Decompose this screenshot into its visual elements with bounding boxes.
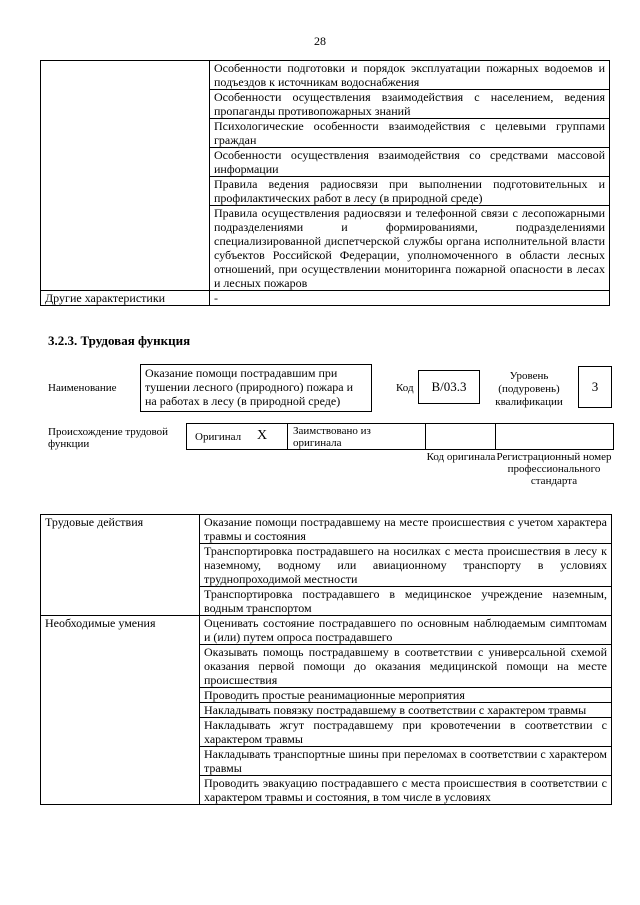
- function-details-table: [40, 514, 612, 805]
- other-characteristics-value: -: [210, 291, 610, 306]
- function-code: B/03.3: [418, 370, 480, 404]
- code-label: Код: [396, 382, 414, 394]
- borrowed-label: Заимствовано из оригинала: [293, 425, 371, 449]
- knowledge-item: Правила осуществления радиосвязи и телефонной связи с лесопожарными подразделениями и формированиями, подразделениями специализированной диспетчерской службы органа исполнительной власти субъектов Российской Федерации, уполномоченного в области лесных отношений, при осуществлении мониторинга пожарной опасности в лесах и лесных пожаров: [210, 206, 610, 291]
- skill-item: Оказывать помощь пострадавшему в соответствии с универсальной схемой оказания первой помощи до оказания медицинской помощи на месте происшествия: [200, 645, 612, 688]
- level-label: Уровень (подуровень) квалификации: [495, 370, 563, 408]
- skill-item: Накладывать транспортные шины при переломах в соответствии с характером травмы: [200, 747, 612, 776]
- function-name: Оказание помощи пострадавшим при тушении лесного (природного) пожара и на работах в лесу (в природной среде): [140, 364, 372, 412]
- level-value: 3: [578, 366, 612, 408]
- skill-item: Проводить простые реанимационные мероприятия: [200, 688, 612, 703]
- skills-label: Необходимые умения: [41, 616, 200, 805]
- page-number: 28: [314, 34, 326, 48]
- code-caption: Код оригинала: [426, 451, 496, 463]
- labor-action-item: Оказание помощи пострадавшему на месте происшествия с учетом характера травмы и состояния: [200, 515, 612, 544]
- knowledge-label-cell: [41, 61, 210, 291]
- original-mark: X: [257, 428, 268, 443]
- origin-table: [186, 423, 614, 450]
- other-characteristics-label: Другие характеристики: [41, 291, 210, 306]
- skill-item: Накладывать жгут пострадавшему при кровотечении в соответствии с характером травмы: [200, 718, 612, 747]
- labor-action-item: Транспортировка пострадавшего на носилках с места происшествия в лесу к наземному, водному или авиационному транспорту в условиях труднопроходимой местности: [200, 544, 612, 587]
- section-title: 3.2.3. Трудовая функция: [48, 333, 191, 348]
- knowledge-item: Особенности подготовки и порядок эксплуатации пожарных водоемов и подъездов к источникам водоснабжения: [210, 61, 610, 90]
- knowledge-item: Психологические особенности взаимодействия с целевыми группами граждан: [210, 119, 610, 148]
- origin-label: Происхождение трудовой функции: [48, 426, 169, 450]
- knowledge-table: [40, 60, 610, 306]
- skill-item: Оценивать состояние пострадавшего по основным наблюдаемым симптомам и (или) путем опроса пострадавшего: [200, 616, 612, 645]
- knowledge-item: Особенности осуществления взаимодействия с населением, ведения пропаганды противопожарных знаний: [210, 90, 610, 119]
- labor-action-item: Транспортировка пострадавшего в медицинское учреждение наземным, водным транспортом: [200, 587, 612, 616]
- knowledge-item: Особенности осуществления взаимодействия со средствами массовой информации: [210, 148, 610, 177]
- reg-caption: Регистрационный номер профессионального стандарта: [496, 451, 612, 487]
- skill-item: Проводить эвакуацию пострадавшего с места происшествия в соответствии с характером травмы и состояния, в том числе в условиях: [200, 776, 612, 805]
- knowledge-item: Правила ведения радиосвязи при выполнении подготовительных и профилактических работ в лесу (в природной среде): [210, 177, 610, 206]
- name-label: Наименование: [48, 382, 117, 394]
- original-label: Оригинал: [195, 431, 242, 443]
- skill-item: Накладывать повязку пострадавшему в соответствии с характером травмы: [200, 703, 612, 718]
- labor-actions-label: Трудовые действия: [41, 515, 200, 616]
